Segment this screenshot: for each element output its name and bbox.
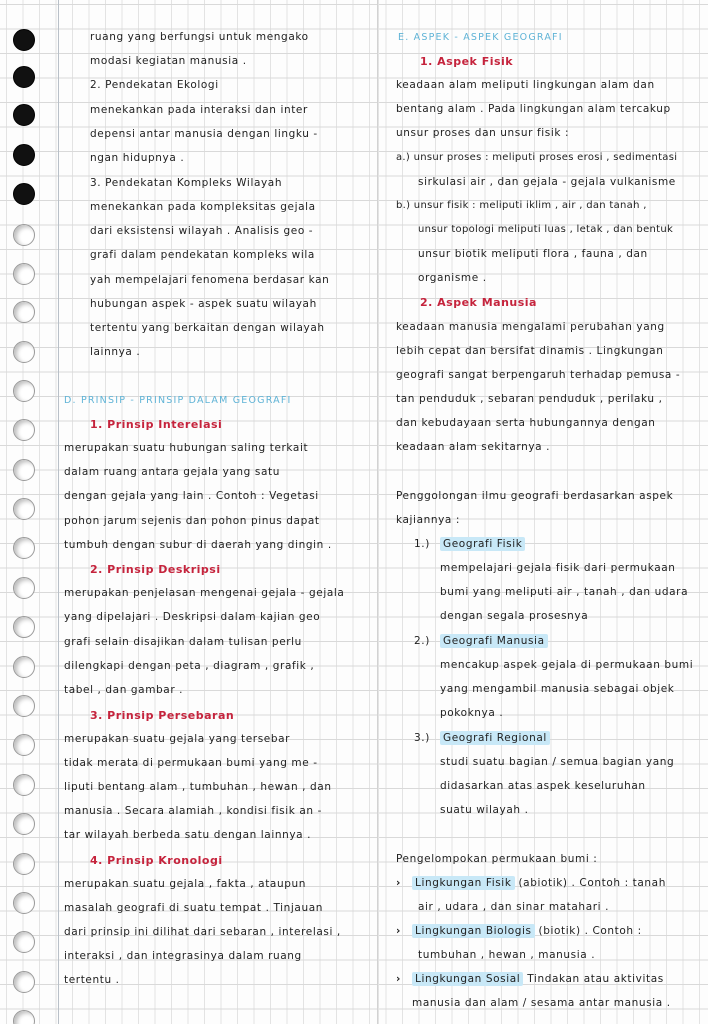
subheading-interelasi: 1. Prinsip Interelasi xyxy=(90,418,223,431)
list-number: 3.) xyxy=(414,732,430,744)
text-line: merupakan suatu gejala , fakta , ataupun xyxy=(64,878,306,890)
text-line: dengan segala prosesnya xyxy=(440,610,589,622)
text-line: merupakan suatu gejala yang tersebar xyxy=(64,733,291,745)
highlighted-term: Geografi Fisik xyxy=(440,537,525,551)
text-line: studi suatu bagian / semua bagian yang xyxy=(440,756,675,768)
subheading-kronologi: 4. Prinsip Kronologi xyxy=(90,854,223,867)
text-line: grafi selain disajikan dalam tulisan perlu xyxy=(64,636,302,648)
subheading-ekologi: 2. Pendekatan Ekologi xyxy=(90,79,219,91)
list-item-lingkungan-fisik xyxy=(412,878,666,889)
text-line: tertentu . xyxy=(64,974,120,986)
list-number: 2.) xyxy=(414,635,430,647)
subheading-deskripsi: 2. Prinsip Deskripsi xyxy=(90,563,221,576)
binder-hole xyxy=(13,971,35,993)
text-line: tar wilayah berbeda satu dengan lainnya . xyxy=(64,829,312,841)
text-line: keadaan alam sekitarnya . xyxy=(396,441,551,453)
text-line: kajiannya : xyxy=(396,514,461,526)
highlighted-term: Lingkungan Fisik xyxy=(412,876,515,890)
text-line: tumbuhan , hewan , manusia . xyxy=(418,949,596,961)
binder-hole xyxy=(13,774,35,796)
text-line: bentang alam . Pada lingkungan alam tercakup xyxy=(396,103,671,115)
text-line: pokoknya . xyxy=(440,707,504,719)
list-item-lingkungan-biologis xyxy=(412,926,642,937)
text-line: Pengelompokan permukaan bumi : xyxy=(396,853,598,865)
binder-hole xyxy=(13,577,35,599)
binder-hole xyxy=(13,853,35,875)
text-line: mencakup aspek gejala di permukaan bumi xyxy=(440,659,694,671)
text-line: interaksi , dan integrasinya dalam ruang xyxy=(64,950,302,962)
text-line: lebih cepat dan bersifat dinamis . Lingkungan xyxy=(396,345,664,357)
text-line: air , udara , dan sinar matahari . xyxy=(418,901,610,913)
binder-hole xyxy=(13,813,35,835)
text-line: unsur proses dan unsur fisik : xyxy=(396,127,570,139)
text-line: tertentu yang berkaitan dengan wilayah xyxy=(90,322,325,334)
binder-hole xyxy=(13,29,35,51)
text-line: geografi sangat berpengaruh terhadap pemusa - xyxy=(396,369,681,381)
text-line: lainnya . xyxy=(90,346,141,358)
item-detail: (biotik) . Contoh : xyxy=(538,925,642,937)
binder-hole xyxy=(13,734,35,756)
binder-hole xyxy=(13,183,35,205)
text-line: dalam ruang antara gejala yang satu xyxy=(64,466,280,478)
text-line: tumbuh dengan subur di daerah yang dingin . xyxy=(64,539,332,551)
highlighted-term: Geografi Regional xyxy=(440,731,550,745)
text-line: Penggolongan ilmu geografi berdasarkan aspek xyxy=(396,490,674,502)
binder-hole xyxy=(13,892,35,914)
list-item-lingkungan-sosial xyxy=(412,974,664,985)
text-line: yang mengambil manusia sebagai objek xyxy=(440,683,675,695)
binder-hole xyxy=(13,380,35,402)
text-line: unsur topologi meliputi luas , letak , dan bentuk xyxy=(418,224,674,235)
binder-hole xyxy=(13,419,35,441)
text-line: yang dipelajari . Deskripsi dalam kajian geo xyxy=(64,611,321,623)
binder-hole xyxy=(13,263,35,285)
item-detail: Tindakan atau aktivitas xyxy=(527,973,664,985)
binder-hole xyxy=(13,459,35,481)
page-fold xyxy=(377,0,379,1024)
text-line: suatu wilayah . xyxy=(440,804,529,816)
text-line: unsur biotik meliputi flora , fauna , dan xyxy=(418,248,648,260)
text-line: dari prinsip ini dilihat dari sebaran , interelasi , xyxy=(64,926,341,938)
binder-hole xyxy=(13,224,35,246)
text-line: dengan gejala yang lain . Contoh : Vegetasi xyxy=(64,490,319,502)
text-line: dan kebudayaan serta hubungannya dengan xyxy=(396,417,656,429)
text-line: dari eksistensi wilayah . Analisis geo - xyxy=(90,225,314,237)
text-line: depensi antar manusia dengan lingku - xyxy=(90,128,318,140)
text-line: menekankan pada interaksi dan inter xyxy=(90,104,308,116)
text-line: keadaan alam meliputi lingkungan alam dan xyxy=(396,79,655,91)
binder-hole xyxy=(13,656,35,678)
text-line: yah mempelajari fenomena berdasar kan xyxy=(90,274,330,286)
subheading-persebaran: 3. Prinsip Persebaran xyxy=(90,709,235,722)
subheading-geografi-regional xyxy=(440,733,550,744)
subheading-kompleks: 3. Pendekatan Kompleks Wilayah xyxy=(90,177,283,189)
subheading-geografi-fisik xyxy=(440,539,525,550)
highlighted-term: Lingkungan Biologis xyxy=(412,924,535,938)
bullet-icon: › xyxy=(396,877,401,889)
binder-hole xyxy=(13,537,35,559)
binder-hole xyxy=(13,301,35,323)
subheading-aspek-manusia: 2. Aspek Manusia xyxy=(420,296,537,309)
highlighted-term: Lingkungan Sosial xyxy=(412,972,523,986)
text-line: merupakan penjelasan mengenai gejala - gejala xyxy=(64,587,345,599)
subheading-geografi-manusia xyxy=(440,636,548,647)
section-heading-prinsip: D. PRINSIP - PRINSIP DALAM GEOGRAFI xyxy=(64,395,292,406)
text-line: tabel , dan gambar . xyxy=(64,684,184,696)
text-line: hubungan aspek - aspek suatu wilayah xyxy=(90,298,317,310)
text-line: merupakan suatu hubungan saling terkait xyxy=(64,442,309,454)
text-line: pohon jarum sejenis dan pohon pinus dapat xyxy=(64,515,320,527)
text-line: grafi dalam pendekatan kompleks wila xyxy=(90,249,315,261)
bullet-icon: › xyxy=(396,925,401,937)
text-line: manusia dan alam / sesama antar manusia . xyxy=(412,997,671,1009)
list-item-unsur-proses: a.) unsur proses : meliputi proses erosi , sedimentasi xyxy=(396,152,678,163)
bullet-icon: › xyxy=(396,973,401,985)
section-heading-aspek: E. ASPEK - ASPEK GEOGRAFI xyxy=(398,32,563,43)
text-line: dilengkapi dengan peta , diagram , grafik , xyxy=(64,660,315,672)
text-line: ruang yang berfungsi untuk mengako xyxy=(90,31,309,43)
list-number: 1.) xyxy=(414,538,430,550)
text-line: organisme . xyxy=(418,272,487,284)
binder-hole xyxy=(13,695,35,717)
text-line: sirkulasi air , dan gejala - gejala vulkanisme xyxy=(418,176,676,188)
binder-hole xyxy=(13,66,35,88)
margin-line xyxy=(58,0,59,1024)
text-line: masalah geografi di suatu tempat . Tinjauan xyxy=(64,902,324,914)
text-line: tan penduduk , sebaran penduduk , perilaku , xyxy=(396,393,663,405)
list-item-unsur-fisik: b.) unsur fisik : meliputi iklim , air , dan tanah , xyxy=(396,200,647,211)
text-line: modasi kegiatan manusia . xyxy=(90,55,247,67)
text-line: menekankan pada kompleksitas gejala xyxy=(90,201,316,213)
highlighted-term: Geografi Manusia xyxy=(440,634,548,648)
subheading-aspek-fisik: 1. Aspek Fisik xyxy=(420,55,514,68)
text-line: ngan hidupnya . xyxy=(90,152,185,164)
binder-hole xyxy=(13,498,35,520)
text-line: manusia . Secara alamiah , kondisi fisik an - xyxy=(64,805,322,817)
binder-hole xyxy=(13,931,35,953)
text-line: mempelajari gejala fisik dari permukaan xyxy=(440,562,676,574)
binder-hole xyxy=(13,144,35,166)
text-line: didasarkan atas aspek keseluruhan xyxy=(440,780,646,792)
binder-hole xyxy=(13,616,35,638)
binder-hole xyxy=(13,104,35,126)
binder-hole xyxy=(13,341,35,363)
text-line: liputi bentang alam , tumbuhan , hewan , dan xyxy=(64,781,332,793)
text-line: bumi yang meliputi air , tanah , dan udara xyxy=(440,586,689,598)
binder-hole xyxy=(13,1010,35,1024)
text-line: keadaan manusia mengalami perubahan yang xyxy=(396,321,665,333)
item-detail: (abiotik) . Contoh : tanah xyxy=(518,877,666,889)
text-line: tidak merata di permukaan bumi yang me - xyxy=(64,757,318,769)
